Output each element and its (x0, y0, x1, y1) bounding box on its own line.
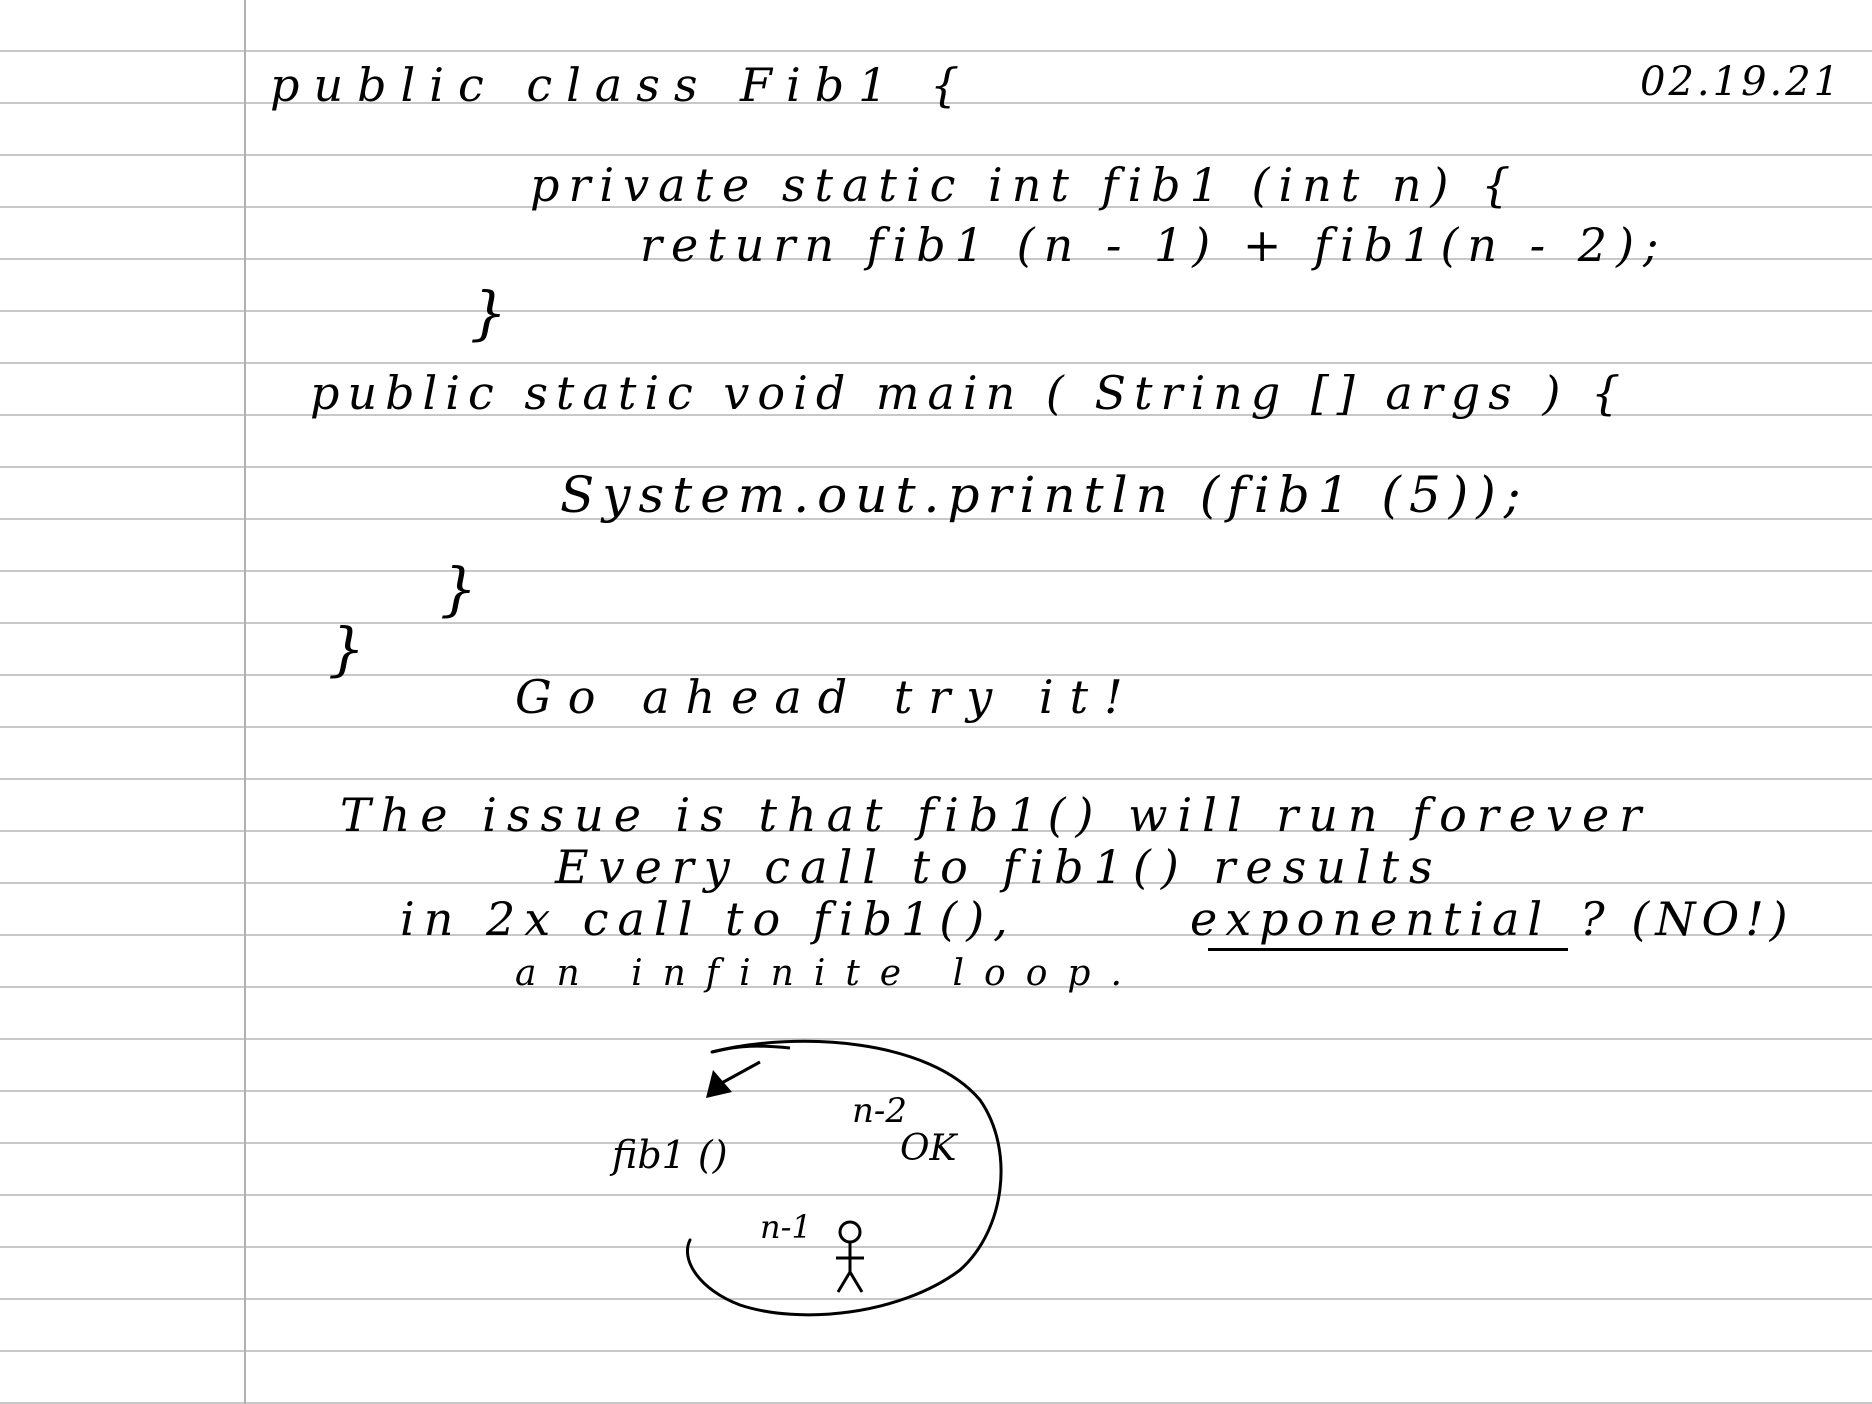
code-line-class-closing-brace: } (328, 615, 367, 683)
note-every-call-line: Every call to fib1() results (555, 840, 1443, 894)
note-try-it: Go ahead try it! (515, 670, 1139, 724)
diagram-n-minus-2-label: n-2 (852, 1091, 908, 1131)
code-line-println: System.out.println (fib1 (5)); (560, 466, 1529, 524)
page-date: 02.19.21 (1640, 59, 1843, 105)
loop-arrow-tail (712, 1046, 790, 1052)
note-no-remark: ? (NO!) (1580, 892, 1794, 946)
stick-figure-icon (836, 1222, 864, 1292)
note-issue-line: The issue is that fib1() will run forever (340, 788, 1652, 842)
loop-arrow-shaft (718, 1062, 760, 1085)
code-line-main-signature: public static void main ( String [] args ) { (310, 366, 1629, 420)
note-infinite-loop-line: an infinite loop. (515, 953, 1142, 994)
diagram-n-minus-1-label: n-1 (760, 1208, 812, 1246)
code-line-return-statement: return fib1 (n - 1) + fib1(n - 2); (640, 218, 1668, 272)
note-call-count-line: in 2x call to fib1(), (400, 892, 1017, 946)
loop-circle (687, 1041, 1001, 1315)
code-line-class-declaration: public class Fib1 { (270, 58, 974, 112)
code-line-closing-brace: } (470, 279, 509, 347)
diagram-ok-label: OK (900, 1128, 957, 1169)
code-line-main-closing-brace: } (440, 555, 479, 623)
code-line-fib1-signature: private static int fib1 (int n) { (530, 158, 1520, 212)
diagram-fib1-label: fib1 () (612, 1133, 728, 1177)
note-exponential-word: exponential (1190, 892, 1551, 946)
